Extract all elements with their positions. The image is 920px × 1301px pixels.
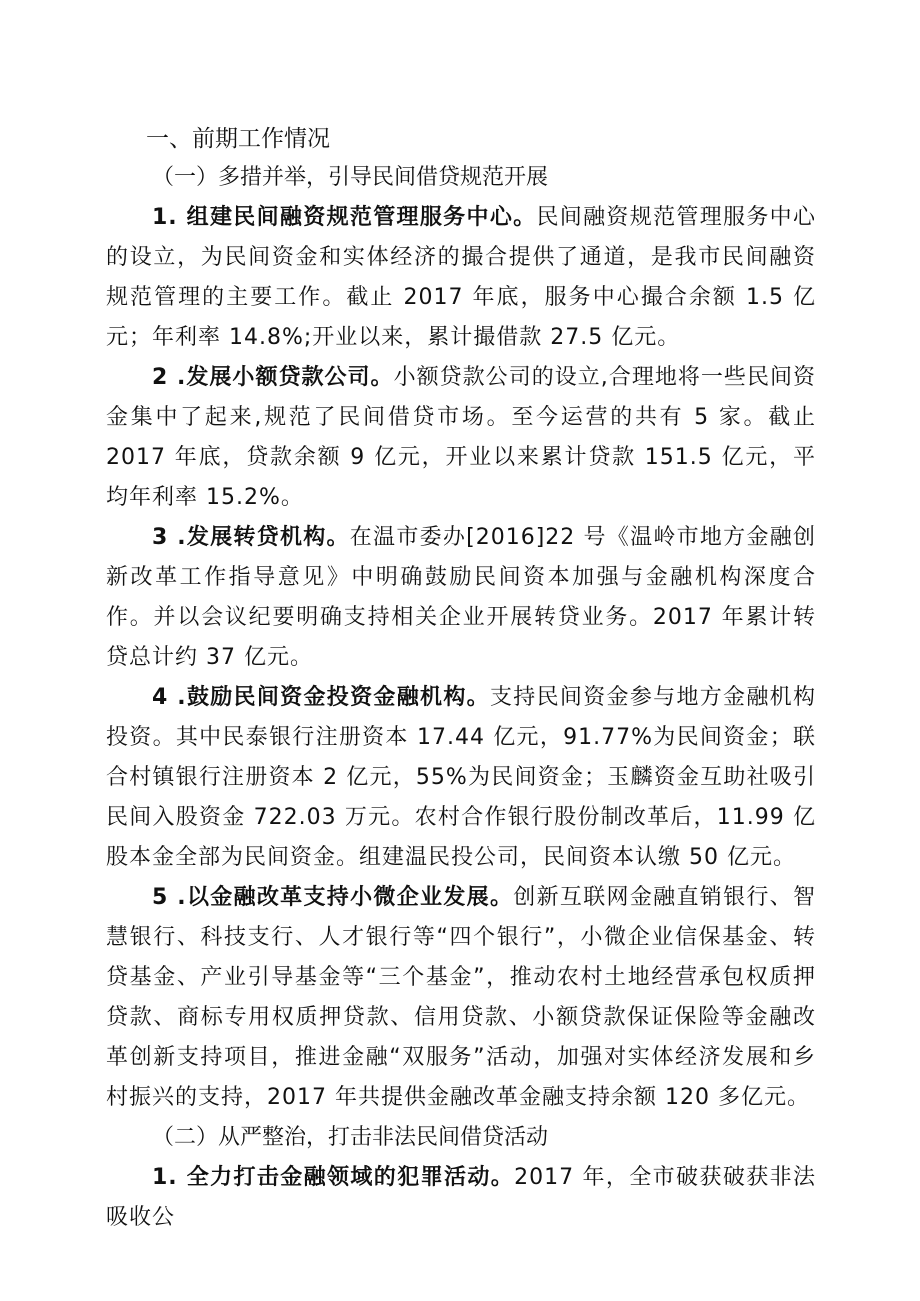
item-lead: 1. 全力打击金融领域的犯罪活动。: [152, 1165, 515, 1190]
paragraph-item-1: [106, 198, 816, 358]
item-lead: 3 .发展转贷机构。: [152, 525, 350, 550]
item-lead: 4 .鼓励民间资金投资金融机构。: [152, 685, 490, 710]
paragraph-item-2: [106, 358, 816, 518]
item-body: 小额贷款公司的设立,合理地将一些民间资金集中了起来,规范了民间借贷市场。至今运营的共有 5 家。截止 2017 年底，贷款余额 9 亿元，开业以来累计贷款 151.5 亿元，平均年利率 15.2%。: [106, 365, 817, 510]
paragraph-item-5: [106, 878, 816, 1118]
item-lead: 2 .发展小额贷款公司。: [152, 365, 394, 390]
document-page: [106, 120, 816, 1238]
item-body: 创新互联网金融直销银行、智慧银行、科技支行、人才银行等“四个银行”，小微企业信保基金、转贷基金、产业引导基金等“三个基金”，推动农村土地经营承包权质押贷款、商标专用权质押贷款、信用贷款、小额贷款保证保险等金融改革创新支持项目，推进金融“双服务”活动，加强对实体经济发展和乡村振兴的支持，2017 年共提供金融改革金融支持余额 120 多亿元。: [106, 885, 816, 1110]
item-lead: 1. 组建民间融资规范管理服务中心。: [152, 205, 537, 230]
section-heading: 一、前期工作情况: [146, 126, 330, 152]
paragraph-item-3: [106, 518, 816, 678]
item-body: 在温市委办[2016]22 号《温岭市地方金融创新改革工作指导意见》中明确鼓励民间资本加强与金融机构深度合作。并以会议纪要明确支持相关企业开展转贷业务。2017 年累计转贷总计约 37 亿元。: [106, 525, 816, 670]
subsection-heading-1: （一）多措并举，引导民间借贷规范开展: [152, 165, 549, 190]
item-body: 2017 年，全市破获破获非法吸收公: [106, 1165, 816, 1230]
item-body: 民间融资规范管理服务中心的设立，为民间资金和实体经济的撮合提供了通道，是我市民间融资规范管理的主要工作。截止 2017 年底，服务中心撮合余额 1.5 亿元；年利率 14.8%;开业以来，累计撮借款 27.5 亿元。: [106, 205, 816, 350]
item-lead: 5 .以金融改革支持小微企业发展。: [152, 885, 514, 910]
paragraph-item-2-1: [106, 1158, 816, 1238]
paragraph-item-4: [106, 678, 816, 878]
subsection-heading-2: （二）从严整治，打击非法民间借贷活动: [152, 1125, 549, 1150]
item-body: 支持民间资金参与地方金融机构投资。其中民泰银行注册资本 17.44 亿元，91.77%为民间资金；联合村镇银行注册资本 2 亿元，55%为民间资金；玉麟资金互助社吸引民间入股资金 722.03 万元。农村合作银行股份制改革后，11.99 亿股本金全部为民间资金。组建温民投公司，民间资本认缴 50 亿元。: [106, 685, 816, 870]
